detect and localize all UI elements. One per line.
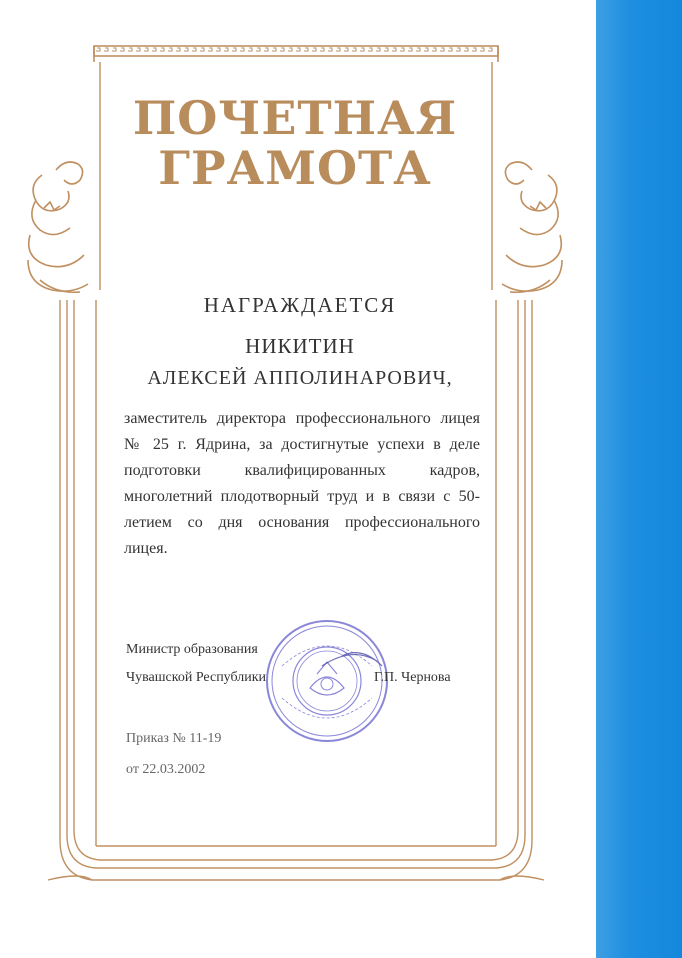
certificate-title-line2: ГРАМОТА [158, 141, 432, 195]
recipient-name: АЛЕКСЕЙ АППОЛИНАРОВИЧ, [147, 367, 453, 389]
certificate-title-line1: ПОЧЕТНАЯ [132, 91, 458, 145]
signer-position-line1: Министр образования [126, 642, 258, 657]
order-date: от 22.03.2002 [126, 762, 206, 777]
signer-position-line2: Чувашской Республики [126, 670, 267, 685]
official-seal-stamp [262, 616, 392, 746]
awarded-heading: НАГРАЖДАЕТСЯ [203, 293, 397, 317]
order-number: Приказ № 11-19 [126, 731, 222, 746]
recipient-surname: НИКИТИН [245, 334, 355, 358]
signer-name: Г.П. Чернова [374, 670, 451, 685]
award-reason-text: заместитель директора профессионального лицея № 25 г. Ядрина, за достигнутые успехи в деле подготовки квалифицированных кадров, многолетний плодотворный труд и в связи с 50-летием со дня основания профессионального лицея. [124, 410, 480, 557]
